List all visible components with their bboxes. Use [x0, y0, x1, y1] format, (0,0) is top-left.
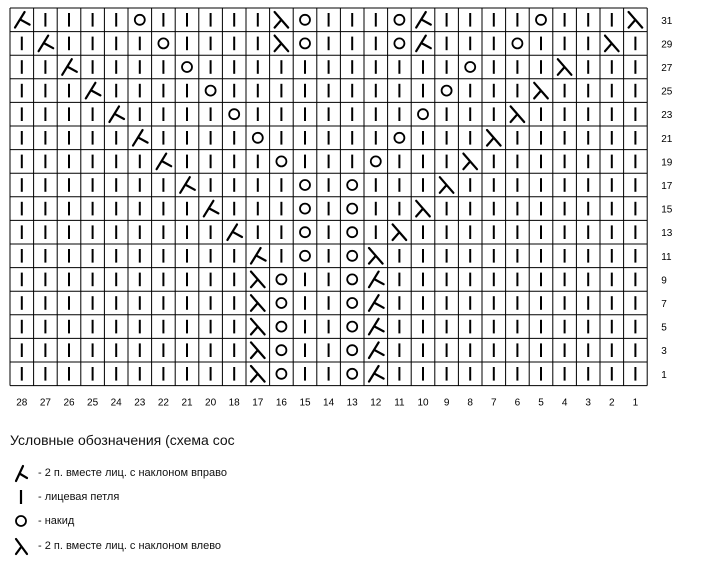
column-number-label: 9	[443, 397, 450, 409]
yarn-over-mark	[512, 38, 522, 48]
yarn-over-mark	[442, 86, 452, 96]
row-number-label: 21	[661, 133, 673, 145]
yarn-over-mark	[276, 298, 286, 308]
yarn-over-mark	[135, 15, 145, 25]
left-slant-decrease-mark	[251, 319, 265, 335]
left-slant-decrease-icon	[10, 535, 32, 557]
legend-text: - накид	[38, 515, 75, 527]
yarn-over-mark	[276, 322, 286, 332]
right-slant-decrease-mark	[251, 248, 266, 264]
yarn-over-mark	[276, 345, 286, 355]
right-slant-decrease-mark	[416, 36, 431, 52]
yarn-over-mark	[371, 156, 381, 166]
column-number-label: 8	[467, 397, 473, 409]
column-number-label: 13	[346, 397, 358, 409]
right-slant-decrease-mark	[109, 106, 124, 122]
yarn-over-mark	[300, 180, 310, 190]
knit-stitch-icon	[10, 486, 32, 508]
right-slant-decrease-mark	[204, 201, 219, 217]
column-number-label: 4	[561, 397, 568, 409]
legend-text: - 2 п. вместе лиц. с наклоном вправо	[38, 467, 227, 479]
left-slant-decrease-mark	[487, 130, 501, 146]
right-slant-decrease-mark	[227, 224, 242, 240]
row-number-label: 31	[661, 15, 673, 27]
right-slant-decrease-mark	[369, 295, 384, 311]
yarn-over-mark	[253, 133, 263, 143]
right-slant-decrease-mark	[133, 130, 148, 146]
column-number-label: 6	[514, 397, 521, 409]
column-number-label: 1	[632, 397, 639, 409]
column-number-label: 27	[39, 397, 51, 409]
yarn-over-mark	[536, 15, 546, 25]
yarn-over-mark	[347, 274, 357, 284]
yarn-over-mark	[347, 204, 357, 214]
left-slant-decrease-mark	[251, 295, 265, 311]
left-slant-decrease-mark	[416, 201, 430, 217]
column-number-label: 17	[252, 397, 264, 409]
right-slant-decrease-mark	[15, 12, 30, 28]
yarn-over-mark	[276, 369, 286, 379]
left-slant-decrease-mark	[440, 177, 454, 193]
left-slant-decrease-mark	[275, 12, 289, 28]
left-slant-decrease-mark	[605, 36, 619, 52]
row-number-label: 29	[661, 39, 673, 51]
yarn-over-mark	[394, 133, 404, 143]
column-number-label: 18	[228, 397, 240, 409]
left-slant-decrease-mark	[251, 272, 265, 288]
row-number-label: 13	[661, 228, 673, 240]
column-number-label: 16	[275, 397, 287, 409]
column-number-label: 20	[205, 397, 217, 409]
row-number-label: 17	[661, 181, 673, 192]
yarn-over-mark	[347, 322, 357, 332]
row-number-label: 19	[661, 157, 673, 169]
yarn-over-mark	[276, 274, 286, 284]
right-slant-decrease-mark	[39, 36, 54, 52]
yarn-over-mark	[229, 109, 239, 119]
left-slant-decrease-mark	[511, 106, 525, 122]
right-slant-decrease-mark	[157, 154, 172, 170]
yarn-over-mark	[394, 38, 404, 48]
column-number-label: 5	[538, 397, 544, 409]
left-slant-decrease-mark	[251, 366, 265, 382]
right-slant-decrease-mark	[369, 319, 384, 335]
row-number-label: 11	[661, 251, 672, 263]
column-number-label: 24	[110, 397, 122, 409]
yarn-over-mark	[347, 345, 357, 355]
left-slant-decrease-mark	[369, 248, 383, 264]
legend-item-knit	[10, 486, 119, 508]
row-number-label: 3	[661, 346, 667, 358]
column-number-label: 12	[370, 397, 382, 409]
yarn-over-mark	[418, 109, 428, 119]
legend-item-right-decrease	[10, 462, 227, 484]
legend-item-yarn-over	[10, 510, 74, 532]
column-number-label: 7	[491, 397, 497, 409]
yarn-over-mark	[276, 156, 286, 166]
yarn-over-mark	[347, 298, 357, 308]
column-number-label: 28	[16, 397, 28, 409]
yarn-over-mark	[465, 62, 475, 72]
yarn-over-mark	[300, 251, 310, 261]
row-number-label: 7	[661, 299, 667, 310]
row-number-label: 23	[661, 110, 673, 122]
column-number-label: 10	[417, 397, 429, 409]
row-number-label: 1	[661, 369, 667, 381]
yarn-over-mark	[347, 251, 357, 261]
yarn-over-mark	[347, 180, 357, 190]
column-number-label: 14	[323, 397, 335, 409]
right-slant-decrease-mark	[369, 366, 384, 382]
right-slant-decrease-mark	[369, 342, 384, 358]
yarn-over-mark	[182, 62, 192, 72]
right-slant-decrease-mark	[416, 12, 431, 28]
column-number-label: 2	[609, 397, 615, 409]
column-number-label: 3	[585, 397, 591, 409]
left-slant-decrease-mark	[558, 59, 572, 75]
right-slant-decrease-mark	[62, 59, 77, 75]
left-slant-decrease-mark	[393, 224, 407, 240]
left-slant-decrease-mark	[629, 12, 643, 28]
legend-item-left-decrease	[10, 535, 221, 557]
right-slant-decrease-mark	[369, 272, 384, 288]
yarn-over-mark	[300, 227, 310, 237]
row-number-label: 25	[661, 86, 673, 98]
column-number-label: 11	[394, 397, 405, 409]
column-number-label: 21	[181, 397, 193, 409]
right-slant-decrease-icon	[10, 462, 32, 484]
yarn-over-mark	[347, 369, 357, 379]
yarn-over-mark	[206, 86, 216, 96]
column-number-label: 23	[134, 397, 146, 409]
left-slant-decrease-mark	[534, 83, 548, 99]
right-slant-decrease-mark	[180, 177, 195, 193]
column-number-label: 25	[87, 397, 99, 409]
column-number-label: 22	[157, 397, 169, 409]
left-slant-decrease-mark	[463, 154, 477, 170]
legend-text: - 2 п. вместе лиц. с наклоном влево	[38, 540, 222, 552]
yarn-over-mark	[347, 227, 357, 237]
legend-text: - лицевая петля	[38, 491, 120, 503]
row-number-label: 5	[661, 322, 667, 334]
yarn-over-mark	[394, 15, 404, 25]
yarn-over-mark	[300, 38, 310, 48]
row-number-label: 15	[661, 204, 673, 216]
yarn-over-mark	[300, 204, 310, 214]
right-slant-decrease-mark	[86, 83, 101, 99]
legend-caption: Условные обозначения (схема сос	[10, 432, 235, 448]
column-number-label: 26	[63, 397, 75, 409]
left-slant-decrease-mark	[251, 342, 265, 358]
yarn-over-icon	[10, 510, 32, 532]
row-number-label: 9	[661, 275, 667, 287]
column-number-label: 15	[299, 397, 311, 409]
row-number-label: 27	[661, 63, 673, 74]
yarn-over-mark	[300, 15, 310, 25]
yarn-over-mark	[158, 38, 168, 48]
left-slant-decrease-mark	[275, 36, 289, 52]
